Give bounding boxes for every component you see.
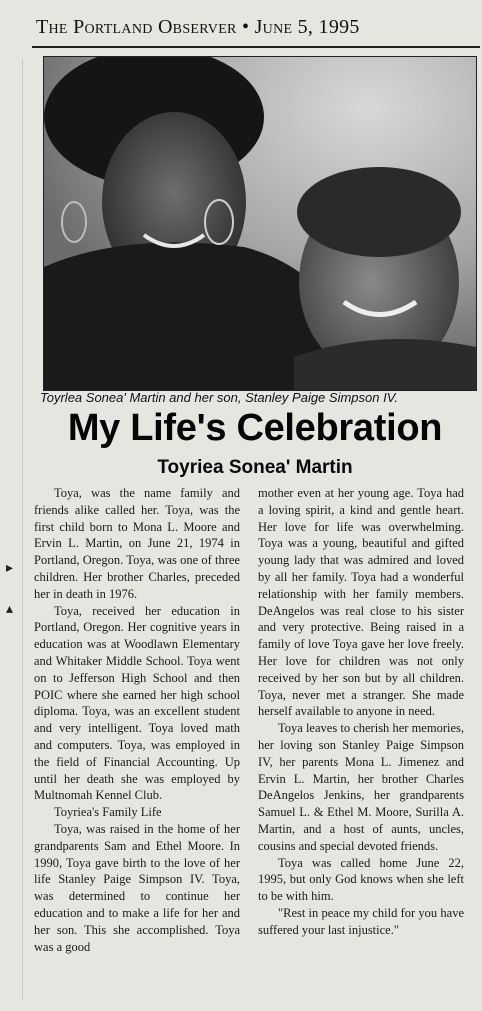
- section-subhead: Toyriea's Family Life: [54, 805, 162, 820]
- margin-marks: [6, 560, 13, 618]
- margin-mark-icon: ▴: [6, 602, 14, 617]
- masthead-rule: [32, 46, 480, 48]
- margin-mark-icon: ▸: [6, 561, 14, 576]
- article-photo: [43, 56, 477, 391]
- paragraph: Toya, received her education in Portland, Oregon. Her cognitive years in education was at Woodlawn Elementary and Whitaker Middle School. Toya went on to Jefferson High School and then POIC where she earned her high school diploma. Toya, was an excellent student and very intelligent. Toya loved math and computers. Toya, was employed in the field of Financial Accounting. Up until her death she was employed by Multnomah Kennel Club.: [34, 603, 240, 803]
- article-column-1: [34, 485, 240, 955]
- paragraph: mother even at her young age. Toya had a loving spirit, a kind and gentle heart. Her love for life was overwhelming. Toya was a young, beautiful and gifted young lady that was admired and loved by all her family. Toya had a wonderful relationship with her family members. DeAngelos was real close to his sister and very protective. Being raised in a family of love Toya gave her love freely. Her love for children was not only received by her son but by all children. Toya, never met a stranger. She made herself available to anyone in need.: [258, 486, 464, 719]
- paragraph: Toya, was raised in the home of her grandparents Sam and Ethel Moore. In 1990, Toya gave birth to the love of her life Stanley Paige Simpson IV. Toya, was determined to continue her education and to make a life for her and her son. This she accomplished. Toya was a good: [34, 821, 240, 954]
- article-headline: My Life's Celebration: [67, 407, 443, 449]
- paragraph: Toya, was the name family and friends alike called her. Toya, was the first child born to Mona L. Moore and Ervin L. Martin, on June 21, 1974 in Portland, Oregon. Toya, was one of three children. Her brother Charles, preceded her in death in 1976.: [34, 486, 240, 601]
- paragraph: Toya leaves to cherish her memories, her loving son Stanley Paige Simpson IV, her parents Mona L. Jimenez and Ervin L. Martin, her brother Charles DeAngelos Jenkins, her grandparents Samuel L. & Ethel M. Moore, Surilla A. Martin, and a host of aunts, uncles, cousins and special devoted friends.: [258, 721, 464, 853]
- paragraph: Toya was called home June 22, 1995, but only God knows when she left to be with him.: [258, 855, 464, 904]
- photo-caption: Toyrlea Sonea' Martin and her son, Stanley Paige Simpson IV.: [40, 390, 399, 405]
- page-fold-line: [22, 60, 24, 1000]
- photo-of-mother-and-son: [44, 57, 476, 390]
- newspaper-masthead: The Portland Observer • June 5, 1995: [36, 16, 360, 38]
- paragraph: "Rest in peace my child for you have suffered your last injustice.": [258, 905, 464, 937]
- article-column-2: [258, 485, 464, 939]
- article-byline: Toyriea Sonea' Martin: [157, 457, 353, 478]
